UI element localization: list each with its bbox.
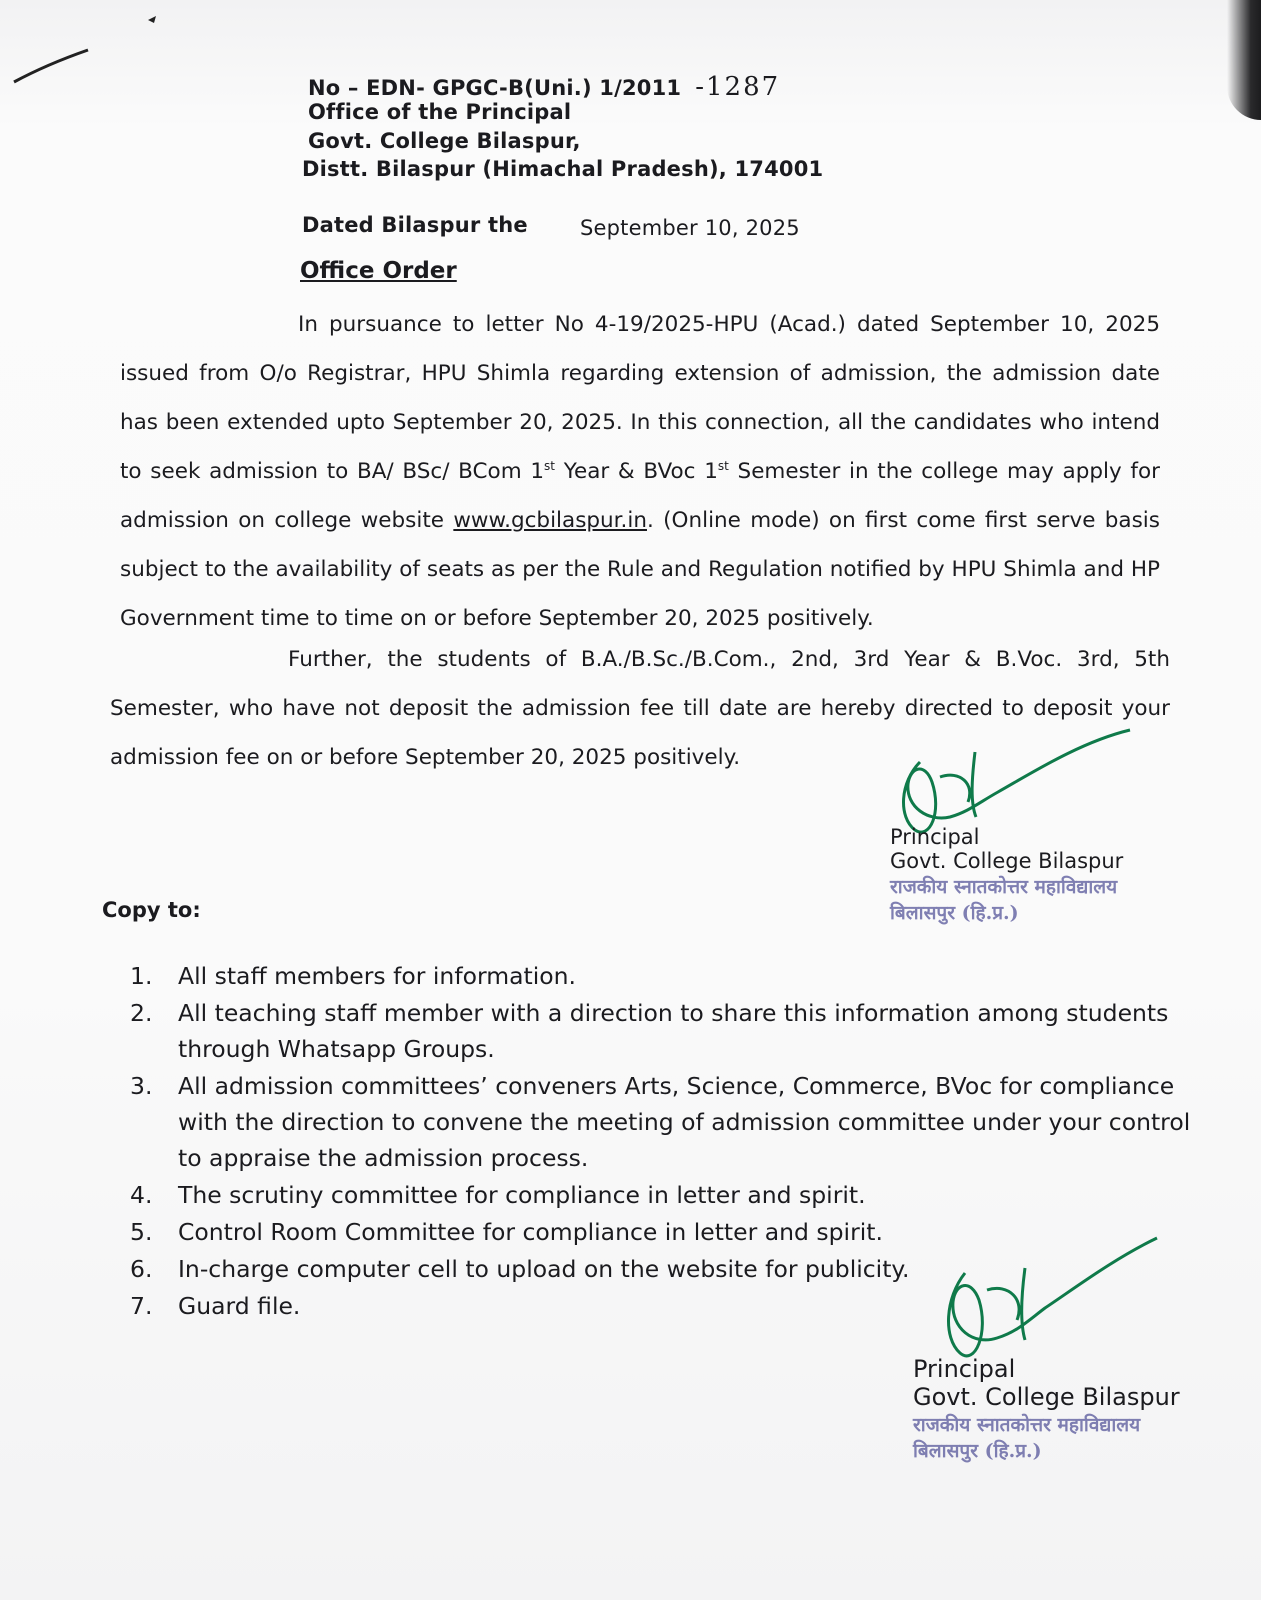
signatory-college: Govt. College Bilaspur (913, 1383, 1180, 1411)
hindi-stamp-line-1: राजकीय स्नातकोत्तर महाविद्यालय (913, 1414, 1141, 1436)
order-title: Office Order (300, 258, 457, 284)
superscript-st: st (717, 458, 729, 473)
list-item-text: In-charge computer cell to upload on the website for publicity. (178, 1255, 910, 1283)
list-item-text: Guard file. (178, 1292, 301, 1320)
pen-mark (10, 10, 160, 90)
page-edge-shadow (1227, 0, 1261, 120)
copy-to-label: Copy to: (102, 898, 201, 922)
dated-label: Dated Bilaspur the (302, 213, 528, 237)
list-item (130, 1177, 1205, 1213)
list-item-text: All staff members for information. (178, 962, 576, 990)
list-item-number: 2. (130, 999, 153, 1027)
ref-number-handwritten: -1287 (695, 72, 781, 102)
hindi-stamp-line-2: बिलासपुर (हि.प्र.) (913, 1440, 1042, 1462)
signatory-title: Principal (913, 1355, 1016, 1383)
list-item-number: 7. (130, 1292, 153, 1320)
ref-number-text: No – EDN- GPGC-B(Uni.) 1/2011 (308, 76, 682, 100)
hindi-stamp-line-2: बिलासपुर (हि.प्र.) (890, 902, 1019, 924)
list-item-text: All teaching staff member with a direction to share this information among students through Whatsapp Groups. (178, 999, 1169, 1063)
list-item-text: The scrutiny committee for compliance in letter and spirit. (178, 1181, 866, 1209)
list-item-number: 4. (130, 1181, 153, 1209)
district-address: Distt. Bilaspur (Himachal Pradesh), 174001 (302, 157, 824, 181)
hindi-stamp-line-1: राजकीय स्नातकोत्तर महाविद्यालय (890, 876, 1118, 898)
signatory-college: Govt. College Bilaspur (890, 849, 1124, 873)
list-item-text: All admission committees’ conveners Arts, Science, Commerce, BVoc for compliance with the direction to convene the meeting of admission committee under your control to appraise the admission process. (178, 1072, 1191, 1172)
list-item (130, 958, 1205, 994)
list-item-number: 5. (130, 1218, 153, 1246)
superscript-st: st (544, 458, 555, 473)
list-item (130, 995, 1205, 1067)
para1-text-d: . (Online mode) on first come first serve basis subject to the availability of seats as per the Rule and Regulation notified by HPU Shimla and HP Government time to time on or before September 20, 2025 positively. (120, 508, 1160, 631)
order-paragraph-1 (120, 300, 1160, 643)
list-item-number: 1. (130, 962, 153, 990)
para2-text: Further, the students of B.A./B.Sc./B.Com., 2nd, 3rd Year & B.Voc. 3rd, 5th Semester, who have not deposit the admission fee till date are hereby directed to deposit your admission fee on or before September 20, 2025 positively. (110, 647, 1170, 770)
list-item-number: 6. (130, 1255, 153, 1283)
para1-text-a: In pursuance to letter No 4-19/2025-HPU (Acad.) dated September 10, 2025 issued from O/o Registrar, HPU Shimla regarding extension of admission, the admission date has been extended upto September 20, 2025. In this connection, all the candidates who intend to seek admission to BA/ BSc/ BCom 1 (120, 312, 1160, 484)
list-item-text: Control Room Committee for compliance in letter and spirit. (178, 1218, 883, 1246)
signature-block-1 (890, 825, 1123, 925)
reference-number (308, 72, 780, 102)
office-name: Office of the Principal (308, 100, 572, 124)
order-date: September 10, 2025 (580, 216, 800, 240)
college-name: Govt. College Bilaspur, (308, 129, 581, 153)
list-item (130, 1068, 1205, 1176)
signature-block-2 (913, 1355, 1180, 1463)
para1-text-c: Semester in the college may apply for admission on college website (120, 459, 1160, 533)
college-website-link[interactable]: www.gcbilaspur.in (453, 508, 647, 533)
list-item-number: 3. (130, 1072, 153, 1100)
signatory-title: Principal (890, 825, 980, 849)
para1-text-b: Year & BVoc 1 (555, 459, 718, 484)
